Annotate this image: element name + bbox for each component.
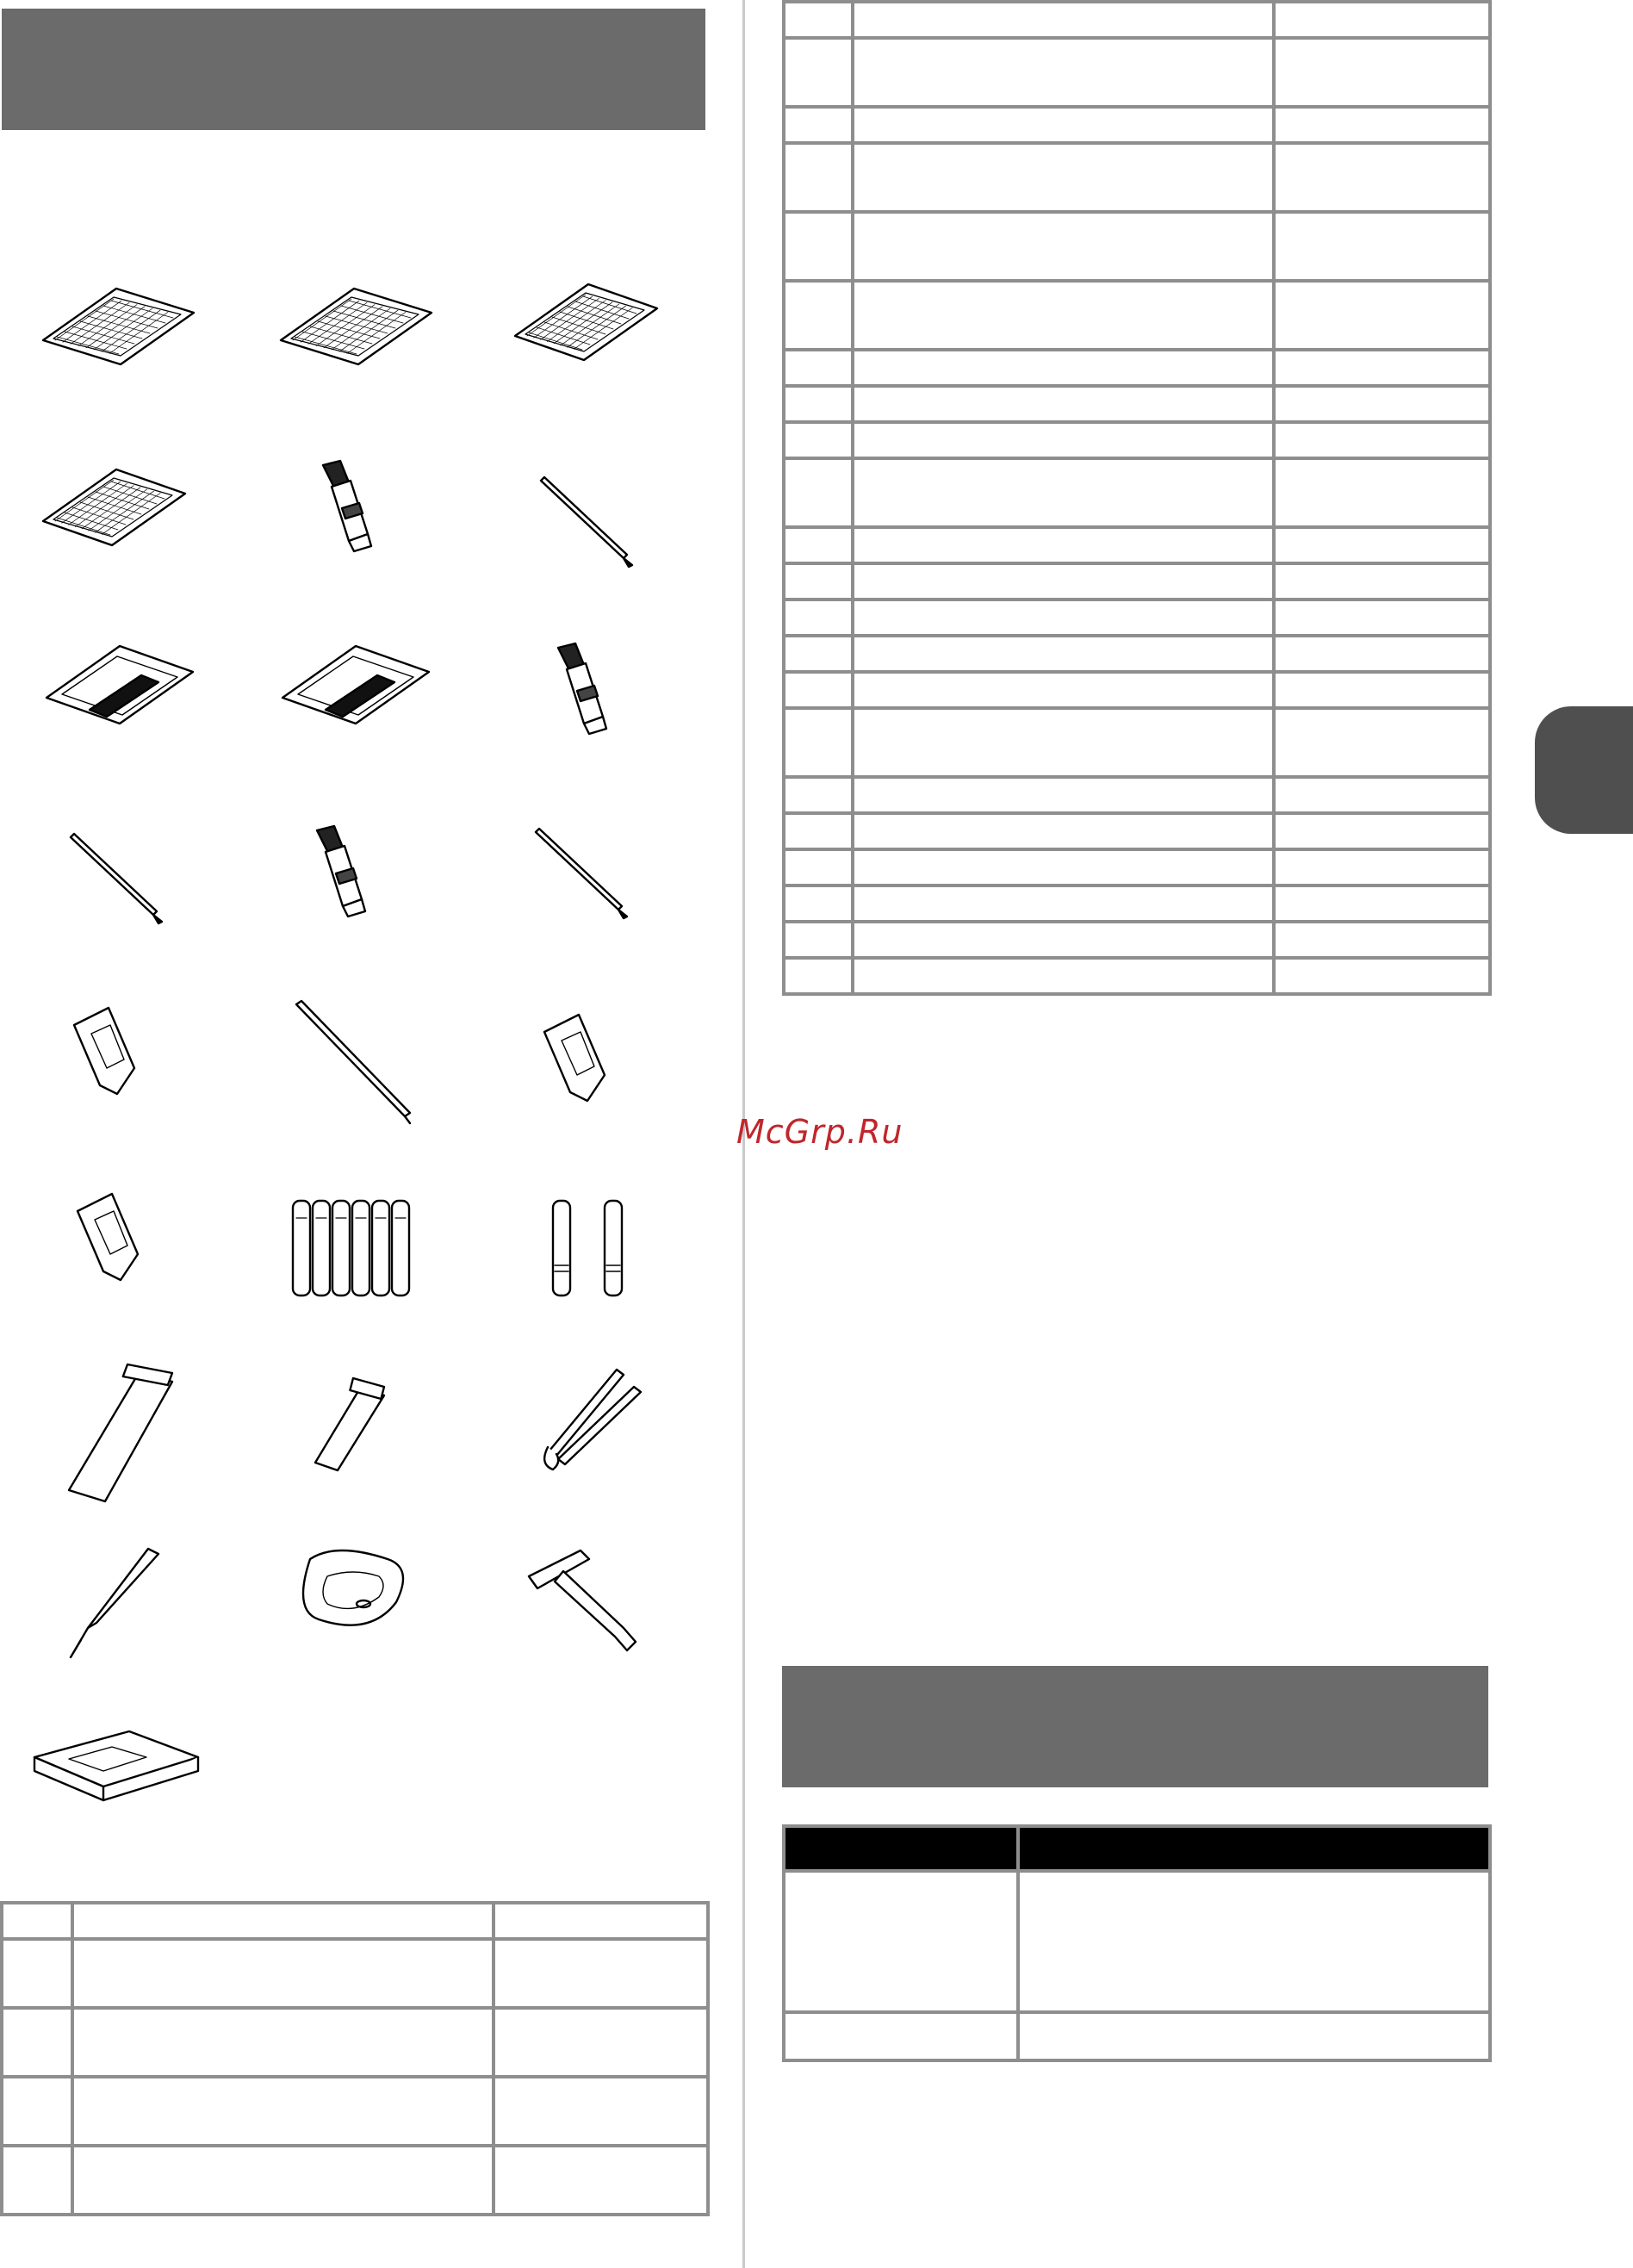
spec-header-cell bbox=[1018, 1826, 1490, 1871]
standard-mat-12x12-icon bbox=[34, 280, 198, 383]
roller-icon bbox=[520, 1542, 658, 1662]
table-row bbox=[784, 849, 1490, 885]
table-row bbox=[784, 212, 1490, 281]
standard-mat-12x24-icon bbox=[506, 276, 670, 396]
table-row bbox=[2, 1903, 708, 1939]
spatula-and-hook-icon bbox=[531, 1361, 651, 1482]
table-row bbox=[2, 2146, 708, 2215]
table-row bbox=[784, 958, 1490, 994]
tweezers-icon bbox=[62, 1545, 174, 1666]
table-row bbox=[2, 1939, 708, 2008]
table-row bbox=[784, 672, 1490, 708]
embossing-starter-kit-icon bbox=[536, 1006, 639, 1118]
adhesive-sheet-large-icon bbox=[60, 1356, 189, 1476]
table-row bbox=[784, 1871, 1490, 2012]
light-tack-mat-12x12-icon bbox=[272, 280, 436, 383]
scanning-mat-12x12-icon bbox=[38, 637, 202, 741]
chapter-tab[interactable] bbox=[1535, 706, 1633, 834]
table-row bbox=[2, 2077, 708, 2146]
table-row bbox=[784, 885, 1490, 922]
touch-pen-icon bbox=[284, 1542, 422, 1662]
accessory-table-right bbox=[782, 0, 1492, 996]
standard-cut-blade-holder-icon bbox=[306, 457, 400, 577]
spec-header-row bbox=[784, 1826, 1490, 1871]
deep-cut-blade-icon bbox=[62, 829, 174, 932]
table-row bbox=[784, 527, 1490, 563]
thin-fabric-blade-holder-icon bbox=[300, 822, 394, 934]
table-row bbox=[784, 636, 1490, 672]
thin-fabric-blade-icon bbox=[527, 823, 648, 935]
section-header-banner-bottom bbox=[782, 1666, 1488, 1787]
table-row bbox=[784, 422, 1490, 458]
table-row bbox=[784, 708, 1490, 777]
table-row bbox=[784, 2012, 1490, 2060]
table-row bbox=[784, 143, 1490, 212]
table-row bbox=[784, 600, 1490, 636]
table-row bbox=[784, 38, 1490, 107]
table-row bbox=[784, 386, 1490, 422]
table-row bbox=[784, 458, 1490, 527]
section-header-banner-top bbox=[2, 9, 705, 130]
pen-holder-icon bbox=[65, 999, 169, 1120]
scanning-mat-12x24-icon bbox=[274, 637, 438, 749]
table-row bbox=[784, 813, 1490, 849]
table-row bbox=[784, 563, 1490, 600]
low-tack-mat-12x24-icon bbox=[34, 461, 198, 573]
tool-holder-case-icon bbox=[26, 1723, 215, 1835]
table-row bbox=[784, 350, 1490, 386]
color-pen-set-icon bbox=[284, 1192, 422, 1304]
specification-table bbox=[782, 1824, 1492, 2062]
embossing-tool-icon bbox=[289, 1001, 419, 1122]
table-row bbox=[784, 777, 1490, 813]
adhesive-sheet-small-icon bbox=[307, 1370, 401, 1473]
deep-cut-blade-holder-icon bbox=[541, 639, 636, 760]
table-row bbox=[2, 2008, 708, 2077]
standard-cut-blade-icon bbox=[532, 472, 644, 575]
table-row bbox=[784, 2, 1490, 38]
table-row bbox=[784, 922, 1490, 958]
erasable-pen-icon bbox=[544, 1192, 639, 1304]
table-row bbox=[784, 107, 1490, 143]
watermark-text: McGrp.Ru bbox=[736, 1113, 903, 1151]
pen-adapter-icon bbox=[69, 1185, 172, 1297]
table-row bbox=[784, 281, 1490, 350]
accessory-table-left bbox=[0, 1901, 710, 2216]
spec-header-cell bbox=[784, 1826, 1018, 1871]
